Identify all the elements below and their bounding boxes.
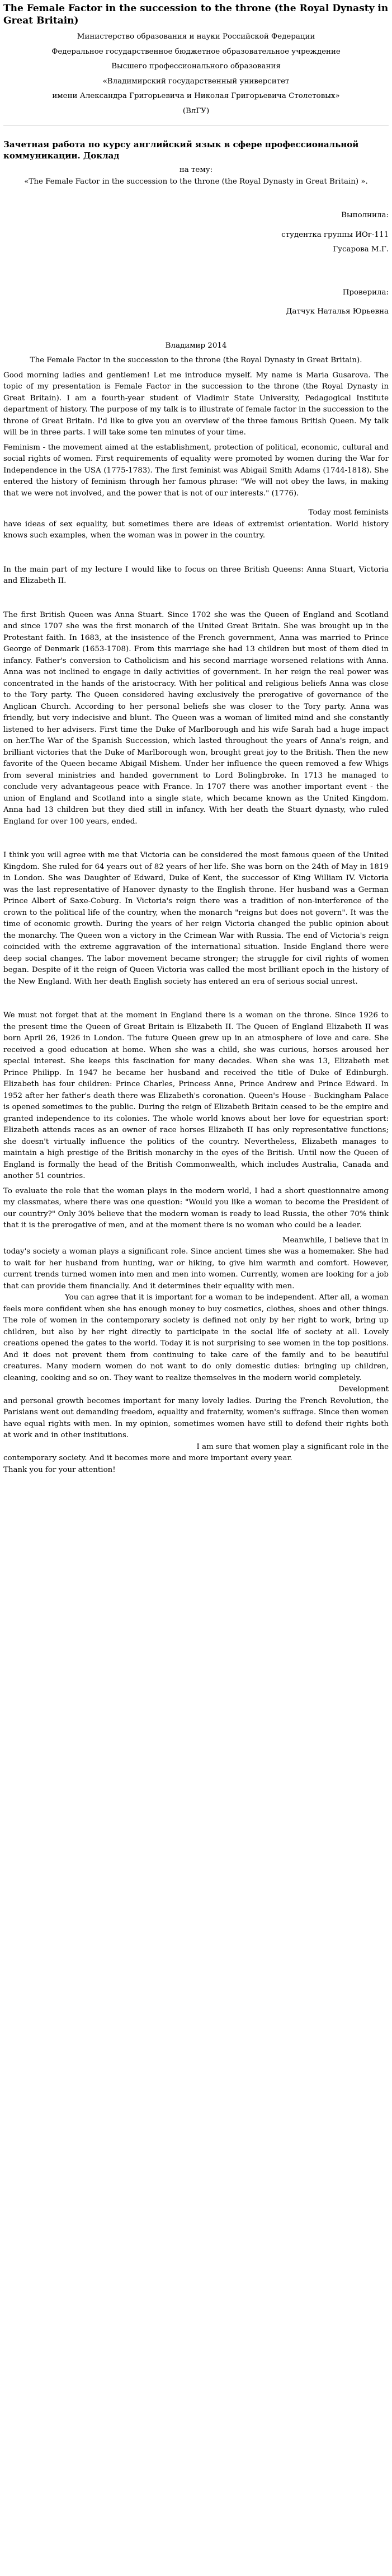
paragraph-sure-rest: contemporary society. And it becomes more and more important every year.	[3, 1454, 292, 1462]
checked-label: Проверила:	[342, 288, 389, 297]
performed-group: студентка группы ИОг-111	[281, 230, 389, 239]
paragraph-elizabeth: We must not forget that at the moment in England there is a woman on the throne. Since 1926 to the present time the Queen of Great Britain is Elizabeth II. The Queen of England Elizabeth II was born April 26, 1926 in London. The future Queen grew up in an atmosphere of love and care. She received a good education at home. When she was a child, she was curious, horses aroused her special interest. She keeps this fascination for many decades. When she was 13, Elizabeth met Prince Philipp. In 1947 he became her husband and received the title of Duke of Edinburgh. Elizabeth has four children: Prince Charles, Princess Anne, Prince Andrew and Prince Edward. In 1952 after her father's death there was Elizabeth's coronation. Queen's House - Buckingham Palace is opened sometimes to the public. During the reign of Elizabeth Britain ceased to be the empire and granted independence to its colonies. The whole world knows about her love for equestrian sport: Elizabeth attends races as an owner of race horses Elizabeth II has only representative functions; she doesn't virtually influence the politics of the country. Nevertheless, Elizabeth manages to maintain a high prestige of the British monarchy in the eyes of the British. Until now the Queen of England is formally the head of the British Commonwealth, which includes Australia, Canada and another 51 countries.	[3, 1011, 389, 1180]
paragraph-sure-lead: I am sure that women play a significant role in the	[196, 1442, 389, 1451]
paragraph-evaluate: To evaluate the role that the woman plays in the modern world, I had a short questionnaire among my classmates, where there was one question: "Would you like a woman to become the President of our country?" Only 30% believe that the modern woman is ready to lead Russia, the other 70% think that it is the prerogative of men, and at the moment there is no woman who could be a leader.	[3, 1186, 389, 1229]
university-honorific-line: имени Александра Григорьевича и Николая Григорьевича Столетовых»	[52, 92, 340, 100]
university-name-line: «Владимирский государственный университет	[102, 77, 290, 86]
document-title: The Female Factor in the succession to the throne (the Royal Dynasty in Great Britain)	[3, 3, 389, 26]
university-abbreviation: (ВлГУ)	[182, 106, 210, 115]
checked-name: Датчук Наталья Юрьевна	[286, 307, 389, 316]
paragraph-development-rest: and personal growth becomes important for many lovely ladies. During the French Revolution, the Parisians went out demanding freedom, equality and fraternity, women's suffrage. Since then women have equal rights with men. In my opinion, sometimes women have still to defend their rights both at work and in other institutions.	[3, 1396, 389, 1439]
paragraph-development-lead: Development	[338, 1385, 389, 1394]
city-year: Владимир 2014	[165, 341, 227, 350]
paragraph-victoria: I think you will agree with me that Victoria can be considered the most famous queen of the United Kingdom. She ruled for 64 years out of 82 years of her life. She was born on the 24th of May in 1819 in London. She was Daughter of Edward, Duke of Kent, the successor of King William IV. Victoria was the last representative of Hanover dynasty to the English throne. Her husband was a German Prince Albert of Saxe-Coburg. In Victoria's reign there was a tradition of non-interference of the crown to the political life of the country, when the monarch "reigns but does not govern". It was the time of economic growth. During the years of her reign Victoria changed the public opinion about the monarchy. The Queen won a victory in the Crimean War with Russia. The end of Victoria's reign coincided with the extreme aggravation of the international situation. Inside England there were deep social changes. The labor movement became stronger; the struggle for civil rights of women began. Despite of it the reign of Queen Victoria was called the most brilliant epoch in the history of the New England. With her death English society has entered an era of serious social unrest.	[3, 851, 389, 986]
ministry-line: Министерство образования и науки Российской Федерации	[77, 32, 315, 41]
topic-label: на тему:	[179, 166, 213, 174]
performed-label: Выполнила:	[341, 211, 389, 219]
work-title: Зачетная работа по курсу английский язык в сфере профессиональной коммуникации. Доклад	[3, 139, 359, 161]
performed-name: Гусарова М.Г.	[333, 245, 389, 254]
paragraph-today-lead: Today most feminists	[308, 508, 389, 517]
paragraph-meanwhile-lead: Meanwhile, I believe that in	[282, 1236, 389, 1245]
paragraph-independent: You can agree that it is important for a woman to be independent. After all, a woman feels more confident when she has enough money to buy cosmetics, clothes, shoes and other things. The role of women in the contemporary society is defined not only by her right to work, bring up children, but also by her right directly to participate in the social life of society at all. Lovely creations opened the gates to the world. Today it is not surprising to see women in the top positions. And it does not prevent them from continuing to take care of the family and to be beautiful creatures. Many modern women do not want to do only domestic duties: bringing up children, cleaning, cooking and so on. They want to realize themselves in the modern world completely.	[3, 1293, 389, 1382]
paragraph-main-part: In the main part of my lecture I would like to focus on three British Queens: Anna Stuart, Victoria and Elizabeth II.	[3, 565, 389, 585]
paragraph-feminism: Feminism - the movement aimed at the establishment, protection of political, economic, cultural and social rights of women. First requirements of equality were promoted by women during the War for Independence in the USA (1775-1783). The first feminist was Abigail Smith Adams (1744-1818). She entered the history of feminism through her famous phrase: "We will not obey the laws, in making that we were not involved, and the power that is not of our interests." (1776).	[3, 443, 389, 498]
topic-text: «The Female Factor in the succession to the throne (the Royal Dynasty in Great Britain) ».	[24, 177, 368, 186]
education-level-line: Высшего профессионального образования	[111, 62, 281, 71]
ministry-header	[3, 31, 389, 117]
paragraph-anna: The first British Queen was Anna Stuart. Since 1702 she was the Queen of England and Scotland and since 1707 she was the first monarch of the United Great Britain. She was brought up in the Protestant faith. In 1683, at the insistence of the French government, Anna was married to Prince George of Denmark (1653-1708). From this marriage she had 13 children but most of them died in infancy. Father's conversion to Catholicism and his second marriage worsened relations with Anna. Anna was not inclined to engage in daily activities of government. In her reign the real power was concentrated in the hands of the aristocracy. With her political and religious beliefs Anna was close to the Tory party. The Queen considered having exclusively the prerogative of governance of the Anglican Church. According to her personal beliefs she was closer to the Tory party. Anna was friendly, but very indecisive and blunt. The Queen was a woman of limited mind and she constantly listened to her advisers. First time the Duke of Marlborough and his wife Sarah had a huge impact on her.The War of the Spanish Succession, which lasted throughout the years of Anna's reign, and brilliant victories that the Duke of Marlborough won, brought great joy to the British. Then the new favorite of the Queen became Abigail Mishem. Under her influence the queen removed a few Whigs from several ministries and handed government to Lord Bolingbroke. In 1713 he managed to conclude very advantageous peace with France. In 1707 there was another important event - the union of England and Scotland into a single state, which became known as the United Kingdom. Anna had 13 children but they died still in infancy. With her death the Stuart dynasty, who ruled England for over 100 years, ended.	[3, 610, 389, 826]
institution-line: Федеральное государственное бюджетное образовательное учреждение	[51, 47, 341, 56]
subtitle: The Female Factor in the succession to the throne (the Royal Dynasty in Great Britain).	[30, 356, 362, 364]
paragraph-intro: Good morning ladies and gentlemen! Let me introduce myself. My name is Maria Gusarova. The topic of my presentation is Female Factor in the succession to the throne (the Royal Dynasty in Great Britain). I am a fourth-year student of Vladimir State University, Pedagogical Institute department of history. The purpose of my talk is to illustrate of female factor in the succession to the throne of Great Britain. I'd like to give you an overview of the three famous British Queen. My talk will be in three parts. I will take some ten minutes of your time.	[3, 371, 389, 437]
paragraph-today-rest: have ideas of sex equality, but sometimes there are ideas of extremist orientation. World history knows such examples, when the woman was in power in the country.	[3, 520, 389, 540]
paragraph-meanwhile-rest: today's society a woman plays a significant role. Since ancient times she was a homemaker. She had to wait for her husband from hunting, war or hiking, to give him warmth and comfort. However, current trends turned women into men and men into women. Currently, women are looking for a job that can provide them financially. And it determines their equality with men.	[3, 1247, 389, 1291]
paragraph-thanks: Thank you for your attention!	[3, 1465, 116, 1474]
